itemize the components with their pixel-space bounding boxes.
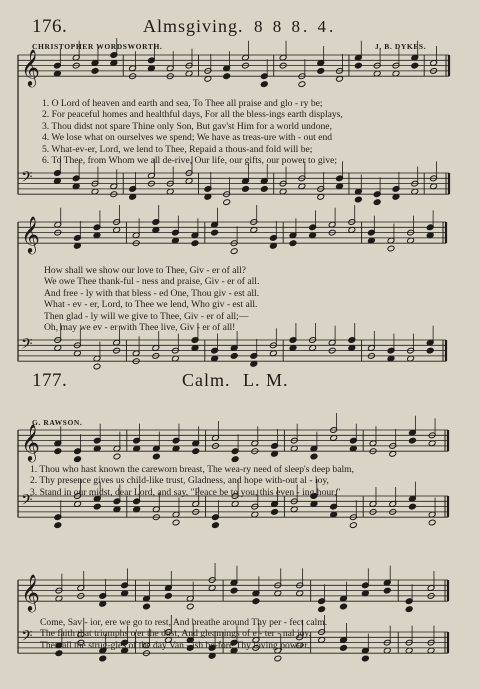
note-head <box>54 448 62 455</box>
author-credit: G. RAWSON. <box>32 418 83 427</box>
hymn-title: Almsgiving. <box>143 16 244 36</box>
hymn-meter: 8 8 8. 4. <box>254 17 337 36</box>
note-head <box>54 522 62 529</box>
note-head <box>409 437 417 444</box>
note-head <box>223 73 231 80</box>
verse-line: 3. Stand in our midst, dear Lord, and say, "Peace be to you, this even - ing hour," <box>30 486 341 498</box>
bass-clef-icon: 𝄢 <box>21 168 33 190</box>
verse-line: Then all the strug-gles of the day Van - ish be-fore Thy loving pow-er. <box>40 639 310 651</box>
verse-line: Come, Sav - ior, ere we go to rest, And breathe around Thy per - fect calm. <box>40 617 328 628</box>
verse-line: We owe Thee thank-ful - ness and praise, Giv - er of all. <box>44 276 260 288</box>
note-head <box>317 68 325 75</box>
verse-line: What - ev - er, Lord, to Thee we lend, Who giv - est all. <box>44 299 258 311</box>
note-head <box>186 603 194 610</box>
note-head <box>349 522 357 529</box>
note-head <box>230 353 238 360</box>
note-head <box>113 453 121 460</box>
note-head <box>318 606 326 613</box>
verse-block <box>30 464 470 500</box>
note-head <box>298 81 306 88</box>
note-head <box>387 245 395 252</box>
note-head <box>354 62 362 69</box>
note-head <box>373 199 381 206</box>
note-head <box>274 655 282 662</box>
treble-clef-icon: 𝄞 <box>21 216 40 254</box>
note-head <box>383 587 391 594</box>
verse-block <box>40 617 470 653</box>
note-head <box>230 248 238 255</box>
note-head <box>340 603 348 610</box>
note-head <box>172 519 180 526</box>
note-head <box>93 503 101 510</box>
hymn-number: 176. <box>32 16 68 37</box>
note-head <box>361 655 369 662</box>
note-head <box>405 606 413 613</box>
note-head <box>289 240 297 247</box>
note-head <box>354 196 362 203</box>
note-head <box>93 363 101 370</box>
note-head <box>260 81 268 88</box>
note-head <box>426 347 434 354</box>
bass-clef-icon: 𝄢 <box>21 491 33 513</box>
verse-line: Oh, may we ev - er with Thee live, Giv - er of all! <box>44 322 236 333</box>
note-head <box>212 522 220 529</box>
note-head <box>260 186 268 193</box>
verse-line: 2. For peaceful homes and healthful days, For all the bless-ings earth displays, <box>42 109 343 121</box>
note-head <box>409 503 417 510</box>
verse-line: 2. Thy presence gives us child-like trust, Gladness, and hope with-out al - loy, <box>30 475 329 487</box>
verse-block <box>44 265 464 335</box>
note-head <box>143 603 151 610</box>
note-head <box>211 229 219 236</box>
verse-line: Then glad - ly will we give to Thee, Giv - er of all;— <box>44 310 249 322</box>
verse-line: The faith that triumphs o'er the dust, And gleamings of e - ter - nal joy. <box>40 628 311 640</box>
note-head <box>271 509 279 516</box>
bass-clef-icon: 𝄢 <box>21 335 33 357</box>
verse-line: 5. What-ev-er, Lord, we lend to Thee, Repaid a thous-and fold will be; <box>42 143 313 155</box>
verse-line: 1. Thou who hast known the careworn breast, The wea-ry need of sleep's deep balm, <box>30 464 354 475</box>
verse-line: 1. O Lord of heaven and earth and sea, To Thee all praise and glo - ry be; <box>42 98 323 109</box>
note-head <box>74 456 82 463</box>
verse-line: 6. To Thee, from Whom we all de-rive, Our life, our gifts, our power to give; <box>42 155 338 166</box>
note-head <box>91 68 99 75</box>
note-head <box>164 593 172 600</box>
note-head <box>231 456 239 463</box>
note-head <box>252 598 260 605</box>
note-head <box>242 186 250 193</box>
treble-clef-icon: 𝄞 <box>21 49 40 87</box>
hymn-number: 177. <box>32 370 68 391</box>
note-head <box>411 62 419 69</box>
note-head <box>428 519 436 526</box>
author-credit: CHRISTOPHER WORDSWORTH. <box>32 42 163 51</box>
verse-line: How shall we show our love to Thee, Giv - er of all? <box>44 265 247 276</box>
verse-line: 4. We lose what on ourselves we spend; We have as treas-ure with - out end <box>42 132 333 144</box>
composer-credit: J. B. DYKES. <box>375 42 427 51</box>
note-head <box>223 199 231 206</box>
note-head <box>310 453 318 460</box>
hymn-meter: L. M. <box>243 370 289 390</box>
note-head <box>99 655 107 662</box>
note-head <box>152 453 160 460</box>
verse-line: 3. Thou didst not spare Thine only Son, But gav'st Him for a world undone, <box>42 120 332 132</box>
note-head <box>191 240 199 247</box>
hymn-title: Calm. <box>182 370 231 390</box>
note-head <box>230 587 238 594</box>
verse-line: And free - ly with that bless - ed One, Thou giv - est all. <box>44 287 260 299</box>
treble-clef-icon: 𝄞 <box>21 424 40 462</box>
verse-block <box>42 98 462 168</box>
treble-clef-icon: 𝄞 <box>21 574 40 612</box>
bass-clef-icon: 𝄢 <box>21 627 33 649</box>
note-head <box>192 448 200 455</box>
